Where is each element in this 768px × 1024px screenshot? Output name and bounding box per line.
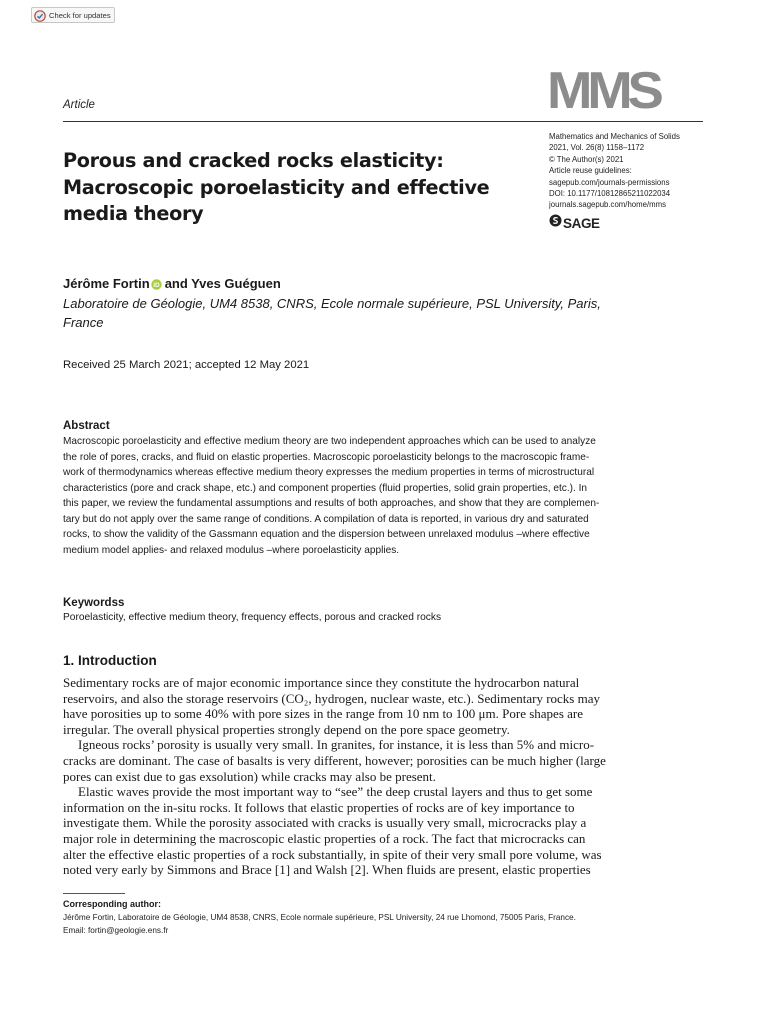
- journal-home-link[interactable]: journals.sagepub.com/home/mms: [549, 200, 667, 210]
- section-heading-introduction: 1. Introduction: [63, 653, 157, 668]
- article-title: [63, 148, 533, 228]
- abstract-line: this paper, we review the fundamental assumptions and results of both approaches, and show that they are complemen-: [63, 498, 600, 509]
- svg-text:iD: iD: [152, 281, 160, 289]
- doi-link[interactable]: DOI: 10.1177/10812865211022034: [549, 189, 671, 199]
- abstract-line: Macroscopic poroelasticity and effective medium theory are two independent approaches which can be used to analyze: [63, 436, 596, 447]
- corresponding-address: Jérôme Fortin, Laboratoire de Géologie, UM4 8538, CNRS, Ecole normale supérieure, PSL University, 24 rue Lhomond, 75005 Paris, France.: [63, 913, 576, 922]
- author-gueguen: and Yves Guéguen: [164, 276, 281, 291]
- body-line: irregular. The overall physical properties strongly depend on the pore space geometry.: [63, 721, 510, 737]
- affiliation-line: Laboratoire de Géologie, UM4 8538, CNRS, Ecole normale supérieure, PSL University, Paris,: [63, 296, 601, 311]
- journal-copyright: © The Author(s) 2021: [549, 154, 624, 164]
- affiliation-line: France: [63, 314, 104, 330]
- check-updates-icon: [34, 9, 46, 21]
- body-line: major role in determining the macroscopic elastic properties of a rock. The fact that microcracks can: [63, 830, 586, 846]
- body-line: have porosities up to some 40% with pore sizes in the range from 10 nm to 100 μm. Pore shapes are: [63, 706, 583, 722]
- body-line: pores can exist due to gas exsolution) while cracks may also be present.: [63, 768, 436, 784]
- keywords-heading: Keywordss: [63, 597, 125, 609]
- journal-info: [549, 131, 729, 211]
- article-type-label: Article: [63, 99, 95, 111]
- corresponding-email[interactable]: Email: fortin@geologie.ens.fr: [63, 925, 169, 935]
- body-line: noted very early by Simmons and Brace [1] and Walsh [2]. When fluids are present, elastic properties: [63, 862, 591, 878]
- received-dates: Received 25 March 2021; accepted 12 May 2021: [63, 359, 310, 371]
- abstract-line: work of thermodynamics whereas effective medium theory expresses the medium properties in terms of microstructural: [63, 467, 595, 478]
- check-for-updates-label: Check for updates: [49, 10, 111, 20]
- introduction-body: [63, 675, 687, 878]
- corresponding-author-heading: Corresponding author:: [63, 899, 161, 909]
- abstract-body: [63, 434, 693, 558]
- journal-logo: MMS: [547, 62, 659, 120]
- abstract-line: tary but do not apply over the same range of conditions. A compilation of data is reported, in various dry and saturated: [63, 513, 589, 525]
- body-line: cracks are dominant. The case of basalts is very different, however; porosities can be much higher (large: [63, 752, 606, 768]
- footnote-divider: [63, 893, 125, 894]
- journal-volume: 2021, Vol. 26(8) 1158–1172: [549, 143, 645, 153]
- reuse-link[interactable]: sagepub.com/journals-permissions: [549, 177, 670, 187]
- publisher-name: SAGE: [563, 215, 600, 231]
- title-line: Porous and cracked rocks elasticity:: [63, 149, 444, 172]
- reuse-label: Article reuse guidelines:: [549, 166, 632, 176]
- abstract-line: the role of pores, cracks, and fluid on elastic properties. Macroscopic poroelasticity belongs to the macroscopic frame-: [63, 451, 590, 463]
- journal-name: Mathematics and Mechanics of Solids: [549, 132, 680, 141]
- abstract-heading: Abstract: [63, 420, 110, 432]
- abstract-line: rocks, to show the validity of the Gassmann equation and the dispersion between unrelaxed modulus –where effective: [63, 529, 590, 540]
- title-line: Macroscopic poroelasticity and effective: [63, 175, 490, 199]
- keywords-list: Poroelasticity, effective medium theory, frequency effects, porous and cracked rocks: [63, 612, 442, 623]
- body-line: Sedimentary rocks are of major economic importance since they constitute the hydrocarbon natural: [63, 675, 580, 690]
- abstract-line: characteristics (pore and crack shape, etc.) and component properties (fluid properties, solid grain properties, etc.). In: [63, 482, 588, 494]
- sage-icon: [549, 214, 562, 232]
- abstract-line: medium model applies- and relaxed modulus –where poroelasticity applies.: [63, 544, 400, 556]
- affiliation: [63, 295, 623, 332]
- author-fortin[interactable]: Jérôme Fortin: [63, 276, 150, 291]
- title-line: media theory: [63, 202, 204, 225]
- body-line: reservoirs, and also the storage reservoirs (CO₂, hydrogen, nuclear waste, etc.). Sedimentary rocks may: [63, 690, 600, 706]
- body-line: Igneous rocks’ porosity is usually very small. In granites, for instance, it is less than 5% and micro-: [78, 737, 595, 753]
- check-for-updates-button[interactable]: [31, 7, 115, 23]
- corresponding-author-details: [63, 912, 576, 937]
- publisher-logo: [549, 214, 600, 232]
- body-line: alter the effective elastic properties of a rock substantially, in spite of their very small pore volume, was: [63, 846, 602, 862]
- authors-line: [63, 276, 281, 291]
- body-line: information on the in-situ rocks. It follows that elastic properties of rocks are of key importance to: [63, 799, 575, 815]
- body-line: investigate them. While the porosity associated with cracks is usually very small, microcracks play a: [63, 815, 587, 831]
- orcid-icon[interactable]: [151, 278, 162, 289]
- body-line: Elastic waves provide the most important way to “see” the deep crustal layers and thus to get some: [78, 784, 593, 800]
- header-divider: [63, 121, 703, 122]
